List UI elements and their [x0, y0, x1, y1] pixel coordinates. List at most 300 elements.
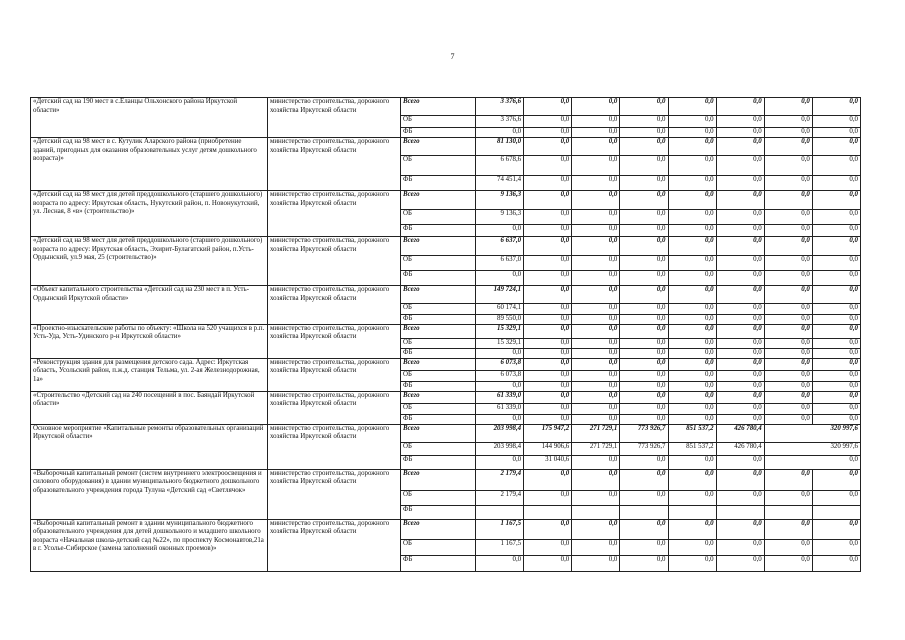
amount-cell: 0,0	[524, 348, 572, 358]
amount-cell: 0,0	[620, 381, 668, 391]
amount-cell: 0,0	[668, 156, 716, 176]
amount-cell: 0,0	[812, 286, 860, 304]
amount-cell: 0,0	[620, 539, 668, 555]
amount-cell: 0,0	[764, 225, 812, 237]
amount-cell: 0,0	[764, 555, 812, 571]
amount-cell: 0,0	[764, 358, 812, 370]
amount-cell: 0,0	[812, 539, 860, 555]
amount-cell: 0,0	[572, 237, 620, 256]
amount-cell: 0,0	[524, 210, 572, 225]
funding-source-label: ФБ	[401, 555, 476, 571]
executor-cell: министерство строительства, дорожного хозяйства Иркутской области	[268, 98, 401, 138]
amount-cell: 0,0	[812, 237, 860, 256]
amount-cell: 0,0	[572, 271, 620, 286]
amount-cell: 0,0	[764, 539, 812, 555]
funding-source-label: ОБ	[401, 539, 476, 555]
amount-cell: 0,0	[716, 370, 764, 381]
funding-source-label: Всего	[401, 191, 476, 210]
amount-cell: 15 329,1	[476, 324, 524, 338]
funding-source-label: ОБ	[401, 490, 476, 505]
amount-cell: 0,0	[668, 370, 716, 381]
amount-cell	[716, 505, 764, 519]
project-name: «Детский сад на 98 мест для детей преддошкольного (старшего дошкольного) возраста по адресу: Иркутская область, Нукутский район, п. Новонукутский, ул. Лесная, 8 «в» (строительство)»	[31, 191, 268, 237]
executor-cell: министерство строительства, дорожного хозяйства Иркутской области	[268, 191, 401, 237]
funding-source-label: ФБ	[401, 176, 476, 191]
funding-source-label: ОБ	[401, 116, 476, 128]
amount-cell: 0,0	[524, 138, 572, 156]
amount-cell: 0,0	[716, 490, 764, 505]
amount-cell: 0,0	[572, 358, 620, 370]
amount-cell: 0,0	[716, 358, 764, 370]
amount-cell: 0,0	[716, 176, 764, 191]
funding-source-label: ОБ	[401, 442, 476, 455]
table-row-total	[31, 191, 861, 210]
executor-cell: министерство строительства, дорожного хозяйства Иркутской области	[268, 424, 401, 469]
amount-cell: 271 729,1	[572, 442, 620, 455]
amount-cell: 0,0	[812, 225, 860, 237]
amount-cell: 0,0	[572, 555, 620, 571]
amount-cell: 0,0	[668, 116, 716, 128]
amount-cell: 0,0	[812, 370, 860, 381]
amount-cell: 0,0	[524, 98, 572, 116]
executor-cell: министерство строительства, дорожного хозяйства Иркутской области	[268, 286, 401, 325]
amount-cell: 0,0	[668, 414, 716, 424]
table-row-total	[31, 358, 861, 370]
funding-source-label: Всего	[401, 286, 476, 304]
amount-cell: 0,0	[524, 225, 572, 237]
amount-cell: 6 637,0	[476, 256, 524, 271]
funding-source-label: ФБ	[401, 225, 476, 237]
amount-cell: 31 040,6	[524, 455, 572, 469]
funding-source-label: ФБ	[401, 381, 476, 391]
amount-cell: 0,0	[620, 191, 668, 210]
amount-cell: 0,0	[524, 156, 572, 176]
amount-cell: 0,0	[668, 324, 716, 338]
amount-cell: 0,0	[476, 381, 524, 391]
table-row-total	[31, 237, 861, 256]
amount-cell: 0,0	[668, 403, 716, 414]
funding-source-label: Всего	[401, 324, 476, 338]
amount-cell: 0,0	[764, 414, 812, 424]
project-name: «Проектно-изыскательские работы по объекту: «Школа на 520 учащихся в р.п. Усть-Уда, Усть-Удинского р-н Иркутской области»	[31, 324, 268, 358]
amount-cell: 0,0	[764, 176, 812, 191]
executor-cell: министерство строительства, дорожного хозяйства Иркутской области	[268, 138, 401, 191]
amount-cell: 0,0	[620, 391, 668, 403]
amount-cell: 0,0	[620, 128, 668, 138]
amount-cell: 0,0	[572, 539, 620, 555]
amount-cell: 0,0	[764, 370, 812, 381]
amount-cell: 0,0	[668, 128, 716, 138]
amount-cell: 0,0	[812, 116, 860, 128]
amount-cell: 0,0	[716, 304, 764, 315]
amount-cell: 0,0	[476, 348, 524, 358]
amount-cell: 0,0	[620, 469, 668, 490]
amount-cell: 0,0	[812, 490, 860, 505]
amount-cell: 0,0	[620, 403, 668, 414]
amount-cell: 3 376,6	[476, 98, 524, 116]
financing-table	[30, 97, 861, 572]
funding-source-label: Всего	[401, 519, 476, 539]
amount-cell: 0,0	[716, 116, 764, 128]
amount-cell: 0,0	[764, 338, 812, 348]
amount-cell: 0,0	[572, 286, 620, 304]
amount-cell: 89 550,0	[476, 315, 524, 325]
amount-cell: 0,0	[716, 455, 764, 469]
amount-cell: 0,0	[812, 138, 860, 156]
amount-cell: 0,0	[716, 286, 764, 304]
executor-cell: министерство строительства, дорожного хозяйства Иркутской области	[268, 358, 401, 391]
amount-cell: 0,0	[812, 256, 860, 271]
amount-cell: 0,0	[764, 315, 812, 325]
amount-cell: 0,0	[524, 256, 572, 271]
amount-cell: 0,0	[764, 138, 812, 156]
amount-cell: 2 179,4	[476, 490, 524, 505]
amount-cell: 320 997,6	[764, 424, 860, 442]
amount-cell: 0,0	[668, 271, 716, 286]
amount-cell: 0,0	[716, 519, 764, 539]
funding-source-label: ФБ	[401, 128, 476, 138]
amount-cell: 0,0	[524, 176, 572, 191]
amount-cell: 0,0	[668, 490, 716, 505]
amount-cell: 0,0	[812, 98, 860, 116]
amount-cell: 6 678,6	[476, 156, 524, 176]
funding-source-label: ФБ	[401, 271, 476, 286]
amount-cell	[476, 505, 524, 519]
amount-cell: 0,0	[668, 381, 716, 391]
amount-cell: 0,0	[716, 414, 764, 424]
amount-cell: 0,0	[524, 391, 572, 403]
amount-cell: 0,0	[620, 304, 668, 315]
executor-cell: министерство строительства, дорожного хозяйства Иркутской области	[268, 391, 401, 424]
funding-source-label: ФБ	[401, 505, 476, 519]
amount-cell: 61 339,0	[476, 391, 524, 403]
amount-cell: 851 537,2	[668, 442, 716, 455]
amount-cell	[524, 505, 572, 519]
amount-cell: 0,0	[716, 237, 764, 256]
amount-cell: 0,0	[812, 403, 860, 414]
amount-cell: 0,0	[572, 256, 620, 271]
funding-source-label: Всего	[401, 469, 476, 490]
amount-cell: 0,0	[572, 391, 620, 403]
amount-cell: 0,0	[524, 555, 572, 571]
amount-cell: 6 637,0	[476, 237, 524, 256]
amount-cell: 0,0	[764, 519, 812, 539]
amount-cell: 0,0	[572, 403, 620, 414]
amount-cell: 0,0	[668, 237, 716, 256]
amount-cell: 0,0	[524, 304, 572, 315]
amount-cell: 0,0	[668, 191, 716, 210]
amount-cell: 0,0	[716, 539, 764, 555]
amount-cell: 0,0	[716, 315, 764, 325]
amount-cell: 0,0	[572, 519, 620, 539]
amount-cell: 0,0	[476, 414, 524, 424]
amount-cell	[620, 505, 668, 519]
amount-cell: 0,0	[716, 128, 764, 138]
amount-cell: 0,0	[812, 191, 860, 210]
table-row-total	[31, 424, 861, 442]
amount-cell: 0,0	[476, 455, 524, 469]
amount-cell: 0,0	[572, 469, 620, 490]
amount-cell: 0,0	[812, 519, 860, 539]
amount-cell: 0,0	[812, 210, 860, 225]
amount-cell: 0,0	[620, 324, 668, 338]
amount-cell: 0,0	[812, 414, 860, 424]
amount-cell: 0,0	[572, 128, 620, 138]
amount-cell: 426 780,4	[716, 442, 764, 455]
project-name: «Детский сад на 98 мест в с. Кутулик Аларского района (приобретение зданий, пригодных для оказания образовательных услуг детям дошкольного возраста)»	[31, 138, 268, 191]
amount-cell: 0,0	[764, 403, 812, 414]
amount-cell: 0,0	[524, 414, 572, 424]
amount-cell: 0,0	[812, 128, 860, 138]
page-number: 7	[450, 52, 455, 61]
amount-cell: 0,0	[572, 210, 620, 225]
amount-cell: 3 376,6	[476, 116, 524, 128]
amount-cell: 0,0	[524, 539, 572, 555]
amount-cell: 0,0	[668, 338, 716, 348]
amount-cell: 0,0	[668, 519, 716, 539]
amount-cell: 0,0	[524, 286, 572, 304]
funding-source-label: ФБ	[401, 348, 476, 358]
funding-source-label: ФБ	[401, 315, 476, 325]
amount-cell: 0,0	[572, 304, 620, 315]
amount-cell: 0,0	[620, 210, 668, 225]
amount-cell: 0,0	[620, 519, 668, 539]
project-name: «Выборочный капитальный ремонт в здании муниципального бюджетного образовательного учреждения для детей дошкольного и младшего школьного возраста «Начальная школа-детский сад №22», по проспекту Космонавтов,21а в г. Усолье-Сибирское (замена заполнений оконных проемов)»	[31, 519, 268, 571]
amount-cell: 0,0	[812, 469, 860, 490]
amount-cell: 81 130,0	[476, 138, 524, 156]
amount-cell: 0,0	[812, 555, 860, 571]
amount-cell: 203 998,4	[476, 424, 524, 442]
funding-source-label: Всего	[401, 138, 476, 156]
executor-cell: министерство строительства, дорожного хозяйства Иркутской области	[268, 519, 401, 571]
amount-cell: 0,0	[620, 315, 668, 325]
executor-cell: министерство строительства, дорожного хозяйства Иркутской области	[268, 324, 401, 358]
project-name: «Детский сад на 190 мест в с.Еланцы Ольхонского района Иркутской области»	[31, 98, 268, 138]
amount-cell: 0,0	[668, 304, 716, 315]
amount-cell: 0,0	[572, 98, 620, 116]
project-name: «Реконструкция здания для размещения детского сада. Адрес: Иркутская область, Усольский район, п.ж.д. станция Тельма, ул. 2-ая Железнодорожная, 1а»	[31, 358, 268, 391]
table-row-total	[31, 519, 861, 539]
amount-cell: 320 997,6	[764, 442, 860, 455]
amount-cell: 0,0	[764, 324, 812, 338]
amount-cell: 2 179,4	[476, 469, 524, 490]
funding-source-label: ОБ	[401, 403, 476, 414]
amount-cell: 0,0	[668, 138, 716, 156]
amount-cell: 0,0	[764, 256, 812, 271]
amount-cell	[668, 505, 716, 519]
amount-cell: 0,0	[716, 348, 764, 358]
amount-cell: 0,0	[572, 315, 620, 325]
amount-cell: 0,0	[620, 138, 668, 156]
project-name: Основное мероприятие «Капитальные ремонты образовательных организаций Иркутской области»	[31, 424, 268, 469]
amount-cell: 0,0	[620, 490, 668, 505]
amount-cell: 0,0	[524, 403, 572, 414]
amount-cell: 0,0	[572, 381, 620, 391]
table-row-total	[31, 324, 861, 338]
amount-cell: 851 537,2	[668, 424, 716, 442]
amount-cell: 0,0	[524, 116, 572, 128]
amount-cell: 0,0	[668, 555, 716, 571]
amount-cell: 0,0	[572, 138, 620, 156]
table-row-total	[31, 469, 861, 490]
amount-cell: 0,0	[716, 210, 764, 225]
funding-source-label: ОБ	[401, 256, 476, 271]
amount-cell	[764, 505, 812, 519]
amount-cell: 6 073,8	[476, 370, 524, 381]
amount-cell: 0,0	[668, 286, 716, 304]
funding-source-label: ОБ	[401, 304, 476, 315]
amount-cell: 0,0	[572, 490, 620, 505]
amount-cell: 0,0	[764, 116, 812, 128]
amount-cell: 0,0	[476, 128, 524, 138]
amount-cell: 773 926,7	[620, 442, 668, 455]
amount-cell: 0,0	[524, 324, 572, 338]
funding-source-label: ОБ	[401, 338, 476, 348]
amount-cell: 0,0	[668, 176, 716, 191]
amount-cell: 0,0	[572, 348, 620, 358]
amount-cell: 0,0	[812, 315, 860, 325]
amount-cell: 0,0	[668, 539, 716, 555]
amount-cell: 0,0	[572, 324, 620, 338]
amount-cell: 0,0	[620, 370, 668, 381]
funding-source-label: ОБ	[401, 370, 476, 381]
table-row-total	[31, 98, 861, 116]
amount-cell: 0,0	[716, 391, 764, 403]
amount-cell: 0,0	[812, 391, 860, 403]
amount-cell: 0,0	[524, 338, 572, 348]
amount-cell: 0,0	[620, 271, 668, 286]
amount-cell: 0,0	[764, 348, 812, 358]
amount-cell: 0,0	[524, 469, 572, 490]
amount-cell: 9 136,3	[476, 191, 524, 210]
amount-cell: 0,0	[572, 225, 620, 237]
amount-cell: 0,0	[668, 98, 716, 116]
amount-cell: 0,0	[764, 455, 860, 469]
amount-cell: 60 174,1	[476, 304, 524, 315]
project-name: «Объект капитального строительства «Детский сад на 230 мест в п. Усть-Ордынский Иркутской области»	[31, 286, 268, 325]
amount-cell: 0,0	[620, 98, 668, 116]
amount-cell: 0,0	[524, 358, 572, 370]
funding-source-label: ФБ	[401, 414, 476, 424]
amount-cell: 0,0	[620, 237, 668, 256]
funding-source-label: ФБ	[401, 455, 476, 469]
amount-cell: 0,0	[716, 156, 764, 176]
amount-cell: 0,0	[764, 381, 812, 391]
amount-cell: 0,0	[572, 338, 620, 348]
amount-cell: 0,0	[668, 210, 716, 225]
funding-source-label: Всего	[401, 98, 476, 116]
amount-cell: 0,0	[524, 370, 572, 381]
amount-cell: 0,0	[764, 286, 812, 304]
amount-cell: 0,0	[620, 176, 668, 191]
amount-cell: 0,0	[572, 191, 620, 210]
amount-cell: 1 167,5	[476, 539, 524, 555]
funding-source-label: ОБ	[401, 210, 476, 225]
amount-cell: 149 724,1	[476, 286, 524, 304]
amount-cell: 175 947,2	[524, 424, 572, 442]
amount-cell: 144 906,6	[524, 442, 572, 455]
amount-cell: 0,0	[524, 271, 572, 286]
funding-source-label: Всего	[401, 391, 476, 403]
executor-cell: министерство строительства, дорожного хозяйства Иркутской области	[268, 237, 401, 286]
amount-cell: 0,0	[812, 381, 860, 391]
amount-cell: 0,0	[716, 191, 764, 210]
amount-cell: 0,0	[620, 555, 668, 571]
amount-cell	[812, 505, 860, 519]
amount-cell: 426 780,4	[716, 424, 764, 442]
amount-cell: 0,0	[812, 358, 860, 370]
amount-cell: 773 926,7	[620, 424, 668, 442]
amount-cell: 0,0	[716, 256, 764, 271]
amount-cell: 0,0	[716, 469, 764, 490]
project-name: «Детский сад на 98 мест для детей преддошкольного (старшего дошкольного) возраста по адресу: Иркутская область, Эхирит-Булагатский район, п.Усть-Ордынский, ул.9 мая, 25 (строительство)»	[31, 237, 268, 286]
funding-source-label: ОБ	[401, 156, 476, 176]
amount-cell: 0,0	[620, 256, 668, 271]
table-row-total	[31, 138, 861, 156]
amount-cell: 0,0	[764, 191, 812, 210]
amount-cell: 0,0	[620, 348, 668, 358]
amount-cell: 0,0	[524, 490, 572, 505]
amount-cell: 271 729,1	[572, 424, 620, 442]
funding-source-label: Всего	[401, 358, 476, 370]
amount-cell	[572, 505, 620, 519]
amount-cell: 0,0	[716, 338, 764, 348]
amount-cell: 0,0	[476, 225, 524, 237]
amount-cell: 6 073,8	[476, 358, 524, 370]
amount-cell: 0,0	[524, 237, 572, 256]
amount-cell: 0,0	[812, 304, 860, 315]
amount-cell: 0,0	[812, 156, 860, 176]
amount-cell: 9 136,3	[476, 210, 524, 225]
amount-cell: 0,0	[668, 391, 716, 403]
amount-cell: 0,0	[716, 324, 764, 338]
amount-cell: 0,0	[764, 237, 812, 256]
amount-cell: 0,0	[716, 98, 764, 116]
amount-cell: 1 167,5	[476, 519, 524, 539]
amount-cell: 0,0	[572, 156, 620, 176]
amount-cell: 0,0	[668, 225, 716, 237]
amount-cell: 0,0	[764, 128, 812, 138]
amount-cell: 0,0	[812, 176, 860, 191]
amount-cell: 0,0	[764, 98, 812, 116]
table-row-total	[31, 286, 861, 304]
amount-cell: 0,0	[668, 256, 716, 271]
amount-cell: 203 998,4	[476, 442, 524, 455]
amount-cell: 0,0	[524, 381, 572, 391]
amount-cell: 0,0	[764, 490, 812, 505]
amount-cell: 0,0	[620, 338, 668, 348]
amount-cell: 0,0	[620, 225, 668, 237]
amount-cell: 0,0	[812, 271, 860, 286]
amount-cell: 0,0	[572, 370, 620, 381]
amount-cell: 0,0	[524, 315, 572, 325]
amount-cell: 0,0	[668, 358, 716, 370]
amount-cell: 0,0	[716, 381, 764, 391]
amount-cell: 0,0	[620, 414, 668, 424]
amount-cell: 0,0	[668, 455, 716, 469]
table-row-total	[31, 391, 861, 403]
amount-cell: 0,0	[764, 156, 812, 176]
amount-cell: 74 451,4	[476, 176, 524, 191]
amount-cell: 0,0	[764, 391, 812, 403]
amount-cell: 0,0	[572, 455, 620, 469]
amount-cell: 0,0	[524, 191, 572, 210]
amount-cell: 0,0	[764, 469, 812, 490]
amount-cell: 0,0	[764, 210, 812, 225]
amount-cell: 0,0	[716, 271, 764, 286]
amount-cell: 0,0	[716, 138, 764, 156]
amount-cell: 0,0	[524, 128, 572, 138]
